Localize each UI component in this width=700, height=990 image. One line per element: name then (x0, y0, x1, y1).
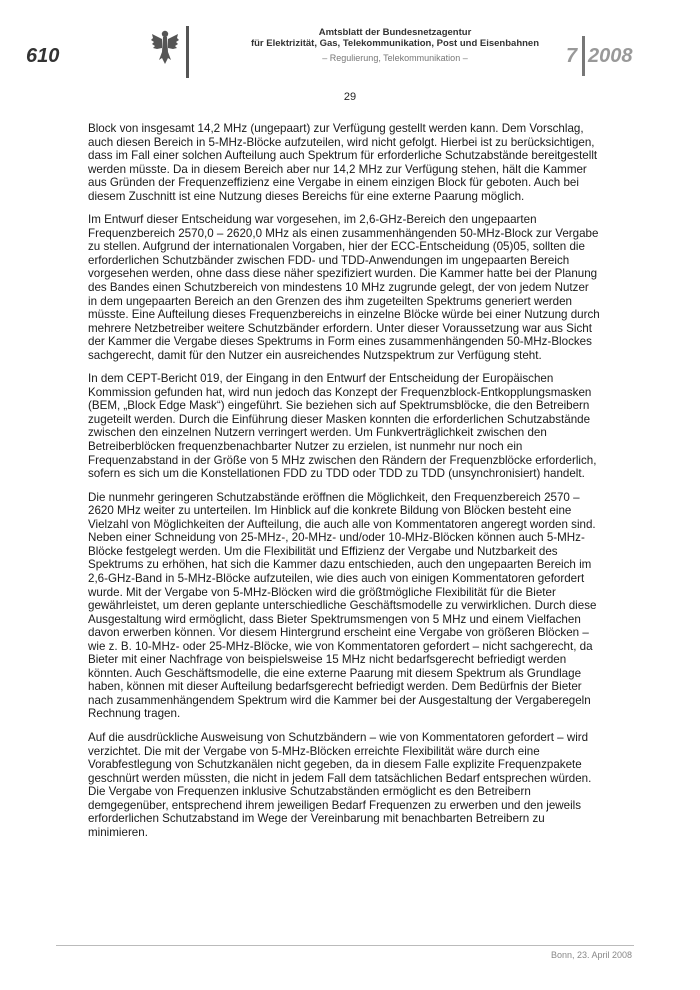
paragraph: Die nunmehr geringeren Schutzabstände eröffnen die Möglichkeit, den Frequenzbereich 2570 – 2620 MHz weiter zu unterteilen. Im Hinblick auf die konkrete Bildung von Blöcken besteht eine Vielzahl von Möglichkeiten der Aufteilung, die auch alle von Kommentatoren angeregt worden sind. Neben einer Schneidung von 25-MHz-, 20-MHz- und/oder 10-MHz-Blöcken können auch 5-MHz-Blöcke festgelegt werden. Um die Flexibilität und Effizienz der Vergabe und Nutzbarkeit des Spektrums zu erhöhen, hat sich die Kammer dazu entschieden, auch den ungepaarten Bereich im 2,6-GHz-Band in 5-MHz-Blöcke aufzuteilen, wie dies auch von einigen Kommentatoren gefordert wurde. Mit der Vergabe von 5-MHz-Blöcken wird die größtmögliche Flexibilität für die Bieter gewährleistet, um deren geplante unterschiedliche Geschäftsmodelle zu verwirklichen. Durch diese Ausgestaltung wird ermöglicht, dass Bieter Spektrumsmengen von 5 MHz und einem Vielfachen davon erwerben können. Vor diesem Hintergrund erscheint eine Vergabe von größeren Blöcken – wie z. B. 10-MHz- oder 25-MHz-Blöcke, wie von Kommentatoren gefordert – nicht sachgerecht, da Bieter mit einer Nachfrage von beispielsweise 15 MHz nicht bedarfsgerecht befriedigt werden könnten. Auch Geschäftsmodelle, die eine externe Paarung mit diesem Spektrum als Grundlage haben, können mit dieser Aufteilung bedarfsgerecht befriedigt werden. Dem Bedürfnis der Bieter nach zusammenhängendem Spektrum wird die Kammer bei der Ausgestaltung der Vergaberegeln Rechnung tragen. (88, 490, 597, 721)
footer-divider (56, 945, 634, 946)
section-number: 29 (343, 91, 357, 103)
publication-subtitle: – Regulierung, Telekommunikation – (322, 53, 468, 63)
publisher-line-2: für Elektrizität, Gas, Telekommunikation, Post und Eisenbahnen (250, 38, 540, 49)
page-number: 610 (26, 45, 60, 67)
footer-place-date: Bonn, 23. April 2008 (550, 950, 632, 960)
masthead (190, 27, 600, 64)
paragraph: Auf die ausdrückliche Ausweisung von Schutzbändern – wie von Kommentatoren gefordert – wird verzichtet. Die mit der Vergabe von 5-MHz-Blöcken erreichte Flexibilität wäre durch eine Vorabfestlegung von Schutzkanälen nicht gegeben, da in diesem Falle explizite Frequenzpakete geschnürt werden müssten, die nicht in jedem Fall dem tatsächlichen Bedarf entsprechen würden. Die Vergabe von Frequenzen inklusive Schutzabständen ermöglicht es den Betreibern demgegenüber, entsprechend ihrem jeweiligen Bedarf Frequenzen zu erwerben und den jeweils erforderlichen Schutzabstand im Wege der Vereinbarung mit benachbarten Betreibern zu minimieren. (88, 730, 592, 839)
issue-year: 2008 (588, 45, 633, 67)
federal-eagle-icon (150, 28, 180, 68)
issue-divider (582, 36, 585, 76)
publisher-line-1: Amtsblatt der Bundesnetzagentur (318, 27, 472, 38)
header-divider (186, 26, 189, 78)
issue-number: 7 (566, 45, 578, 67)
paragraph: In dem CEPT-Bericht 019, der Eingang in den Entwurf der Entscheidung der Europäischen Kommission gefunden hat, wird nun jedoch das Konzept der Frequenzblock-Entkopplungsmasken (BEM, „Block Edge Mask“) eingeführt. Sie beziehen sich auf Spektrumsblöcke, die den Betreibern zugeteilt werden. Durch die Einführung dieser Masken konnten die erforderlichen Schutzabstände zwischen den einzelnen Nutzern verringert werden. Um Funkverträglichkeit zwischen den Betreiberblöcken frequenzbenachbarter Nutzer zu erzielen, ist nunmehr nur noch ein Frequenzabstand in der Größe von 5 MHz zwischen den Rändern der Frequenzblöcke erforderlich, sofern es sich um die Konstellationen FDD zu TDD oder TDD zu TDD (unsynchronisiert) handelt. (88, 372, 597, 481)
body-text (88, 122, 600, 849)
paragraph: Im Entwurf dieser Entscheidung war vorgesehen, im 2,6-GHz-Bereich den ungepaarten Frequenzbereich 2570,0 – 2620,0 MHz als einen zusammenhängenden 50-MHz-Block zur Vergabe zu stellen. Aufgrund der internationalen Vorgaben, hier der ECC-Entscheidung (05)05, sollten die erforderlichen Schutzbänder zwischen FDD- und TDD-Anwendungen im ungepaarten Bereich vorgesehen werden, ohne dass diese näher spezifiziert wurden. Die Kammer hatte bei der Planung des Bandes einen Schutzbereich von mindestens 10 MHz zugrunde gelegt, der von jedem Nutzer in dem ungepaarten Bereich an den Grenzen des ihm zugeteilten Spektrums generiert werden müsste. Eine Aufteilung dieses Frequenzbereichs in einzelne Blöcke würde bei einer Nutzung durch mehrere Netzbetreiber weitere Schutzbänder erfordern. Unter dieser Voraussetzung war aus Sicht der Kammer die Vergabe dieses Spektrums in Form eines zusammenhängenden 50-MHz-Blockes sachgerecht, damit für den Nutzer ein ausreichendes Nutzspektrum zur Verfügung steht. (88, 213, 600, 362)
paragraph: Block von insgesamt 14,2 MHz (ungepaart) zur Verfügung gestellt werden kann. Dem Vorschlag, auch diesen Bereich in 5-MHz-Blöcke aufzuteilen, wird nicht gefolgt. Hierbei ist zu berücksichtigen, dass im Fall einer solchen Aufteilung auch Spektrum für erforderliche Schutzabstände bereitgestellt werden müsste. Da in diesem Bereich aber nur 14,2 MHz zur Verfügung stehen, hält die Kammer aus Gründen der Frequenzeffizienz eine Vergabe in einem einzigen Block für geboten. Auch bei diesem Zuschnitt ist eine Nutzung dieses Bereichs für eine externe Paarung möglich. (88, 122, 598, 203)
